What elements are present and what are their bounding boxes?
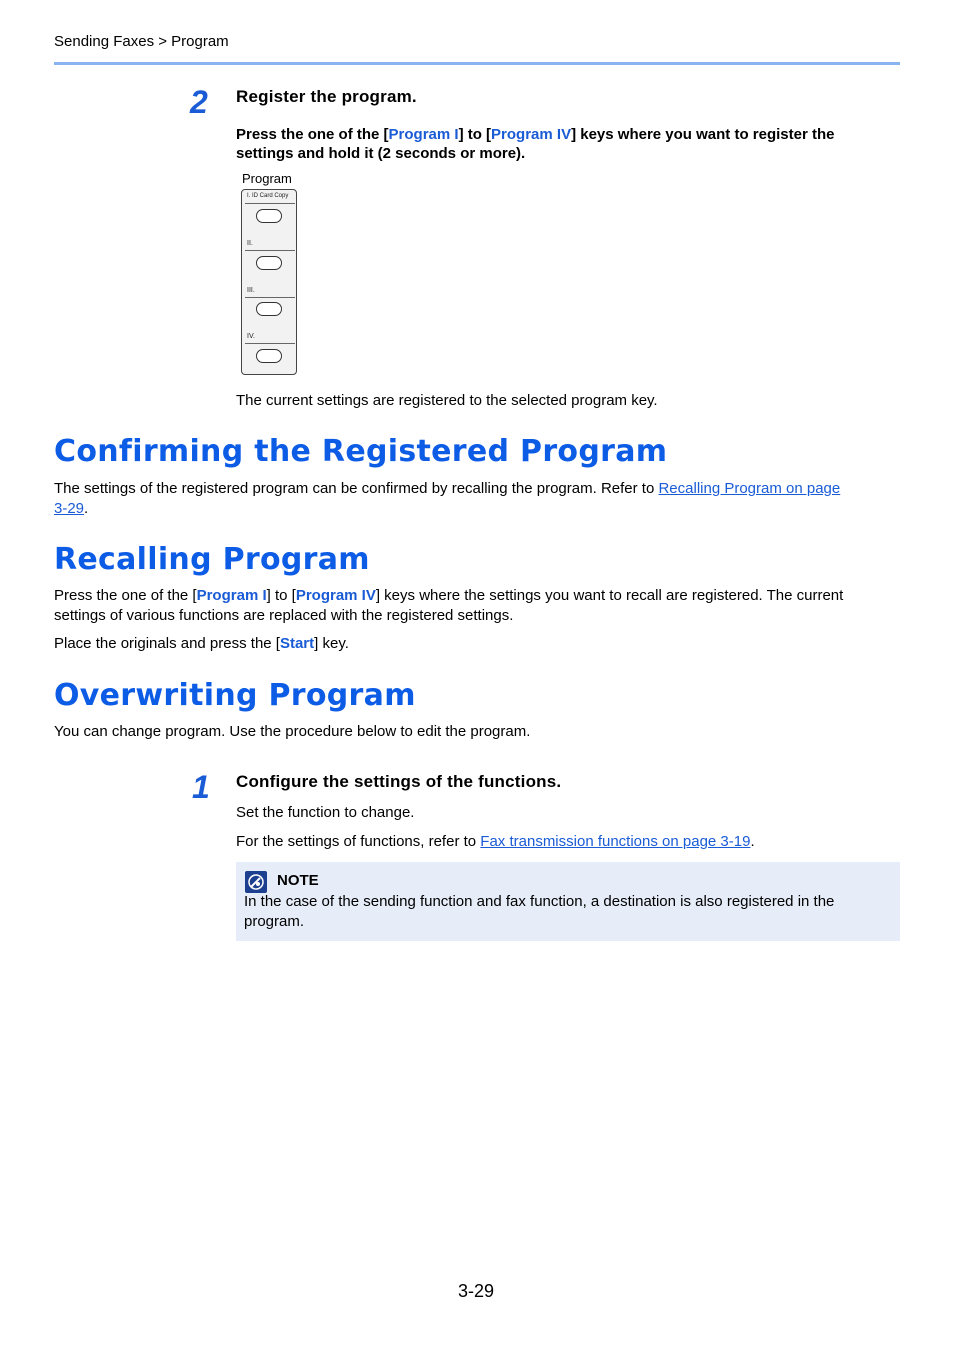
instruction-text: ] to [ — [458, 126, 492, 143]
step-title: Configure the settings of the functions. — [236, 772, 562, 791]
step-line-2 — [236, 832, 755, 852]
recalling-program-link[interactable]: Recalling Program on page — [658, 480, 841, 497]
paragraph-text: ] key. — [314, 635, 349, 652]
fax-transmission-functions-link[interactable]: Fax transmission functions on page 3-19 — [480, 833, 751, 850]
section-heading-recalling: Recalling Program — [54, 542, 370, 577]
panel-divider — [245, 250, 295, 251]
program-iv-key-ref: Program IV — [491, 126, 572, 143]
program-ii-label: II. — [247, 240, 253, 247]
panel-divider — [245, 297, 295, 298]
program-iii-label: III. — [247, 287, 255, 294]
paragraph-text: For the settings of functions, refer to — [236, 833, 481, 850]
note-text-line: program. — [244, 913, 305, 930]
panel-divider — [245, 343, 295, 344]
note-text-line: In the case of the sending function and fax function, a destination is also registered in the — [244, 893, 835, 910]
instruction-text: Press the one of the [ — [236, 126, 389, 143]
header-rule — [54, 62, 900, 65]
note-icon — [245, 871, 267, 893]
note-box — [236, 862, 900, 941]
confirming-paragraph — [54, 479, 904, 519]
program-iv-label: IV. — [247, 333, 255, 340]
program-iii-button — [256, 302, 282, 316]
step-line-1: Set the function to change. — [236, 804, 415, 821]
program-iv-key-ref: Program IV — [295, 587, 376, 604]
step-instruction-line-1 — [236, 125, 835, 145]
note-label: NOTE — [277, 872, 319, 889]
note-text — [244, 892, 894, 932]
step-result-text: The current settings are registered to the selected program key. — [236, 392, 658, 409]
program-panel-title: Program — [242, 171, 292, 186]
program-panel-figure — [241, 189, 297, 375]
paragraph-text: settings of various functions are replaced with the registered settings. — [54, 607, 514, 624]
start-key-ref: Start — [279, 635, 315, 652]
program-i-key-ref: Program I — [388, 126, 459, 143]
overwriting-paragraph: You can change program. Use the procedure below to edit the program. — [54, 723, 531, 740]
paragraph-text: The settings of the registered program can be confirmed by recalling the program. Refer to — [54, 480, 659, 497]
instruction-text: ] keys where you want to register the — [571, 126, 835, 143]
paragraph-text: Place the originals and press the [ — [54, 635, 280, 652]
recalling-paragraph-1 — [54, 586, 904, 626]
step-number-2: 2 — [190, 84, 208, 120]
paragraph-text: ] keys where the settings you want to recall are registered. The current — [375, 587, 844, 604]
paragraph-text: . — [750, 833, 755, 850]
page-number: 3-29 — [458, 1281, 495, 1301]
program-i-key-ref: Program I — [196, 587, 267, 604]
panel-divider — [245, 203, 295, 204]
breadcrumb: Sending Faxes > Program — [54, 33, 229, 50]
section-heading-overwriting: Overwriting Program — [54, 678, 416, 713]
step-instruction-line-2: settings and hold it (2 seconds or more). — [236, 145, 526, 162]
paragraph-text: . — [84, 500, 89, 517]
paragraph-text: ] to [ — [266, 587, 296, 604]
program-iv-button — [256, 349, 282, 363]
section-heading-confirming: Confirming the Registered Program — [54, 434, 668, 469]
paragraph-text: Press the one of the [ — [54, 587, 197, 604]
program-i-button — [256, 209, 282, 223]
step-title: Register the program. — [236, 87, 417, 106]
step-number-1: 1 — [192, 769, 210, 805]
program-ii-button — [256, 256, 282, 270]
program-i-label: I. ID Card Copy — [247, 193, 289, 199]
recalling-program-link-page[interactable]: 3-29 — [54, 500, 85, 517]
recalling-paragraph-2 — [54, 634, 349, 654]
